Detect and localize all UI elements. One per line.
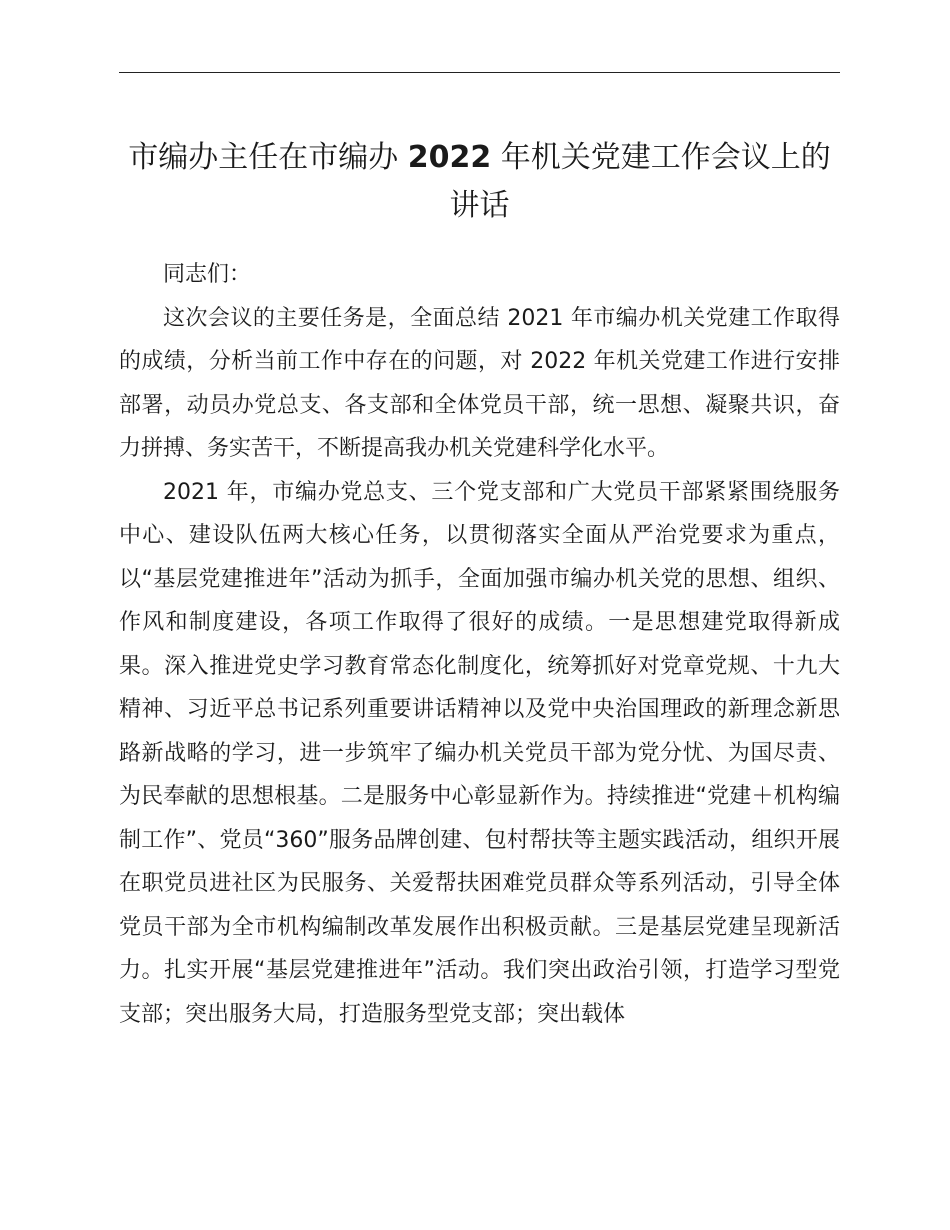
paragraph-1: 这次会议的主要任务是，全面总结 2021 年市编办机关党建工作取得的成绩，分析当前工作中存在的问题，对 2022 年机关党建工作进行安排部署，动员办党总支、各支部和全体党员干部，统一思想、凝聚共识，奋力拼搏、务实苦干，不断提高我办机关党建科学化水平。 [119, 305, 840, 461]
title-part-1: 市编办主任在市编办 [128, 140, 408, 175]
document-title [119, 134, 840, 230]
title-year: 2022 [407, 140, 492, 175]
salutation: 同志们： [163, 262, 252, 287]
paragraph-2: 2021 年，市编办党总支、三个党支部和广大党员干部紧紧围绕服务中心、建设队伍两大核心任务，以贯彻落实全面从严治党要求为重点，以“基层党建推进年”活动为抓手，全面加强市编办机关党的思想、组织、作风和制度建设，各项工作取得了很好的成绩。一是思想建党取得新成果。深入推进党史学习教育常态化制度化，统筹抓好对党章党规、十九大精神、习近平总书记系列重要讲话精神以及党中央治国理政的新理念新思路新战略的学习，进一步筑牢了编办机关党员干部为党分忧、为国尽责、为民奉献的思想根基。二是服务中心彰显新作为。持续推进“党建＋机构编制工作”、党员“360”服务品牌创建、包村帮扶等主题实践活动，组织开展在职党员进社区为民服务、关爱帮扶困难党员群众等系列活动，引导全体党员干部为全市机构编制改革发展作出积极贡献。三是基层党建呈现新活力。扎实开展“基层党建推进年”活动。我们突出政治引领，打造学习型党支部；突出服务大局，打造服务型党支部；突出载体 [119, 479, 840, 1027]
document-body [119, 253, 840, 1036]
title-part-2: 年机关党建工作会议上的讲话 [449, 140, 831, 223]
header-rule [119, 72, 840, 73]
